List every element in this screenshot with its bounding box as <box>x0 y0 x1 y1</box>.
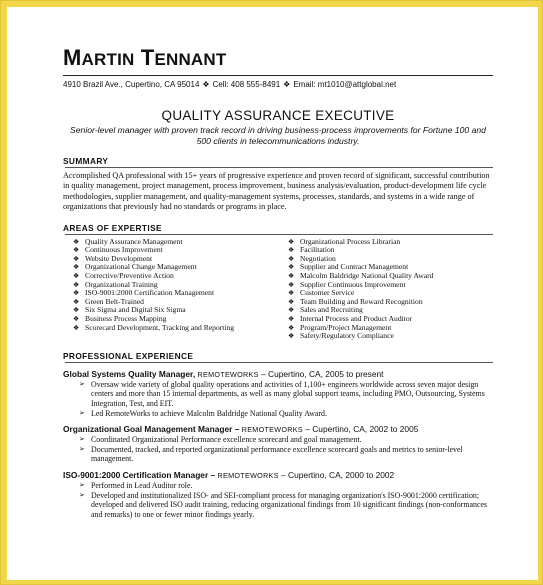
address: 4910 Brazil Ave., Cupertino, CA 95014 <box>63 80 200 89</box>
job-bullet-text: Coordinated Organizational Performance excellence scorecard and goal management. <box>91 435 362 445</box>
company-name: REMOTEWORKS <box>197 369 259 379</box>
arrow-bullet-icon: ➢ <box>79 480 85 489</box>
headline: QUALITY ASSURANCE EXECUTIVE <box>161 108 395 123</box>
diamond-bullet-icon: ❖ <box>288 254 295 263</box>
expertise-right-column <box>278 238 493 341</box>
job-location-dates: – Cupertino, CA, 2002 to 2005 <box>302 424 419 435</box>
diamond-bullet-icon: ❖ <box>73 237 80 246</box>
expertise-label: ISO-9001:2000 Certification Management <box>85 288 215 298</box>
candidate-name: MARTIN TENNANT <box>63 45 227 70</box>
job-bullet-text: Oversaw wide variety of global quality operations and activities of 1,100+ engineers worldwide across seven major design centers and more than 15 internal departments, as well as many global support teams, including PMO, Outsourcing, Systems Integration, Test, and EIT. <box>91 379 485 408</box>
expertise-label: Program/Project Management <box>300 322 392 332</box>
job-bullet-item <box>63 481 493 491</box>
section-rule <box>65 362 493 363</box>
arrow-bullet-icon: ➢ <box>79 408 85 417</box>
job-bullet-text: Led RemoteWorks to achieve Malcolm Baldridge National Quality Award. <box>91 408 327 418</box>
diamond-bullet-icon: ❖ <box>288 332 295 341</box>
expertise-label: Safety/Regulatory Compliance <box>300 331 394 341</box>
job-role: Organizational Goal Management Manager – <box>63 424 240 435</box>
job-bullets <box>63 380 493 418</box>
diamond-bullet-icon: ❖ <box>288 289 295 298</box>
job-bullet-item <box>63 409 493 419</box>
diamond-bullet-icon: ❖ <box>73 263 80 272</box>
arrow-bullet-icon: ➢ <box>79 435 85 444</box>
job-bullet-item <box>63 435 493 445</box>
job-bullets <box>63 481 493 519</box>
diamond-bullet-icon: ❖ <box>73 297 80 306</box>
job-title <box>63 424 493 435</box>
diamond-bullet-icon: ❖ <box>288 237 295 246</box>
summary-title: SUMMARY <box>63 156 109 166</box>
job-location-dates: – Cupertino, CA, 2000 to 2002 <box>278 469 395 480</box>
experience-list <box>63 369 493 520</box>
expertise-list <box>63 238 493 341</box>
summary-text: Accomplished QA professional with 15+ years of progressive experience and proven record of significant, successful contribution in quality management, project management, process improvement, business analysis/evaluation, product-development life cycle methodologies, supplier management, and quality-management systems, processes, standards, and systems in a wide range of organizations that previously had no standards or programs in place. <box>63 171 490 212</box>
job-role: ISO-9001:2000 Certification Manager – <box>63 469 216 480</box>
diamond-bullet-icon: ❖ <box>288 272 295 280</box>
job-title <box>63 369 493 380</box>
tagline: Senior-level manager with proven track record in driving business-process improvements for Fortune 100 and 500 clients in telecommunications industry. <box>70 125 486 146</box>
job-role: Global Systems Quality Manager, <box>63 368 196 379</box>
expertise-label: Organizational Change Management <box>85 262 197 272</box>
contact-line <box>63 79 493 90</box>
arrow-bullet-icon: ➢ <box>79 490 85 499</box>
cell-phone: Cell: 408 555-8491 <box>212 80 281 89</box>
expertise-label: Website Development <box>85 253 153 263</box>
expertise-label: Supplier and Contract Management <box>300 262 409 272</box>
expertise-label: Internal Process and Product Auditor <box>300 313 413 323</box>
email: Email: mt1010@attglobal.net <box>293 80 397 89</box>
header-rule <box>63 75 493 76</box>
job-location-dates: – Cupertino, CA, 2005 to present <box>258 368 384 379</box>
diamond-bullet-icon: ❖ <box>288 306 295 315</box>
section-rule <box>65 167 493 168</box>
expertise-label: Green Belt-Trained <box>85 296 144 306</box>
separator-icon: ❖ <box>202 80 210 89</box>
expertise-label: Organizational Training <box>85 279 158 289</box>
expertise-label: Supplier Continuous Improvement <box>300 279 406 289</box>
diamond-bullet-icon: ❖ <box>73 280 80 289</box>
arrow-bullet-icon: ➢ <box>79 379 85 388</box>
separator-icon: ❖ <box>283 80 291 89</box>
expertise-label: Organizational Process Librarian <box>300 236 401 246</box>
resume-content <box>63 45 493 519</box>
expertise-label: Scorecard Development, Tracking and Reporting <box>85 322 235 332</box>
expertise-item <box>63 324 278 333</box>
diamond-bullet-icon: ❖ <box>73 314 80 323</box>
diamond-bullet-icon: ❖ <box>73 254 80 263</box>
job-bullet-text: Developed and institutionalized ISO- and SEI-compliant process for managing organization's ISO-9001:2000 certification; developed and delivered ISO audit training, reducing organizational findings from 10 significant findings (non-conformances and remarks) to one or fewer minor findings yearly. <box>91 490 488 519</box>
job-bullet-text: Performed in Lead Auditor role. <box>91 480 193 490</box>
expertise-label: Corrective/Preventive Action <box>85 271 174 280</box>
expertise-item <box>278 332 493 341</box>
expertise-label: Business Process Mapping <box>85 313 167 323</box>
job-bullet-item <box>63 491 493 520</box>
diamond-bullet-icon: ❖ <box>73 323 80 332</box>
expertise-label: Malcolm Baldridge National Quality Award <box>300 271 434 280</box>
diamond-bullet-icon: ❖ <box>288 263 295 272</box>
experience-title: PROFESSIONAL EXPERIENCE <box>63 350 194 361</box>
company-name: REMOTEWORKS <box>241 425 303 435</box>
expertise-label: Quality Assurance Management <box>85 236 183 246</box>
expertise-title: AREAS OF EXPERTISE <box>63 222 162 233</box>
diamond-bullet-icon: ❖ <box>288 314 295 323</box>
diamond-bullet-icon: ❖ <box>288 323 295 332</box>
arrow-bullet-icon: ➢ <box>79 444 85 453</box>
job-bullet-text: Documented, tracked, and reported organizational performance excellence scorecard goals and metrics to senior-level management. <box>91 444 463 464</box>
expertise-label: Sales and Recruiting <box>300 305 363 315</box>
job-bullets <box>63 435 493 464</box>
diamond-bullet-icon: ❖ <box>288 246 295 255</box>
diamond-bullet-icon: ❖ <box>288 280 295 289</box>
diamond-bullet-icon: ❖ <box>288 297 295 306</box>
resume-page <box>7 7 538 580</box>
company-name: REMOTEWORKS <box>217 470 279 480</box>
diamond-bullet-icon: ❖ <box>73 306 80 315</box>
diamond-bullet-icon: ❖ <box>73 246 80 255</box>
expertise-left-column <box>63 238 278 341</box>
expertise-label: Facilitation <box>300 245 335 255</box>
expertise-label: Negotiation <box>300 253 336 263</box>
diamond-bullet-icon: ❖ <box>73 272 80 280</box>
job-bullet-item <box>63 380 493 409</box>
expertise-label: Customer Service <box>300 288 355 298</box>
diamond-bullet-icon: ❖ <box>73 289 80 298</box>
section-rule <box>65 234 493 235</box>
expertise-label: Team Building and Reward Recognition <box>300 296 423 306</box>
job-title <box>63 470 493 481</box>
expertise-label: Continuous Improvement <box>85 245 163 255</box>
expertise-label: Six Sigma and Digital Six Sigma <box>85 305 186 315</box>
job-bullet-item <box>63 445 493 464</box>
